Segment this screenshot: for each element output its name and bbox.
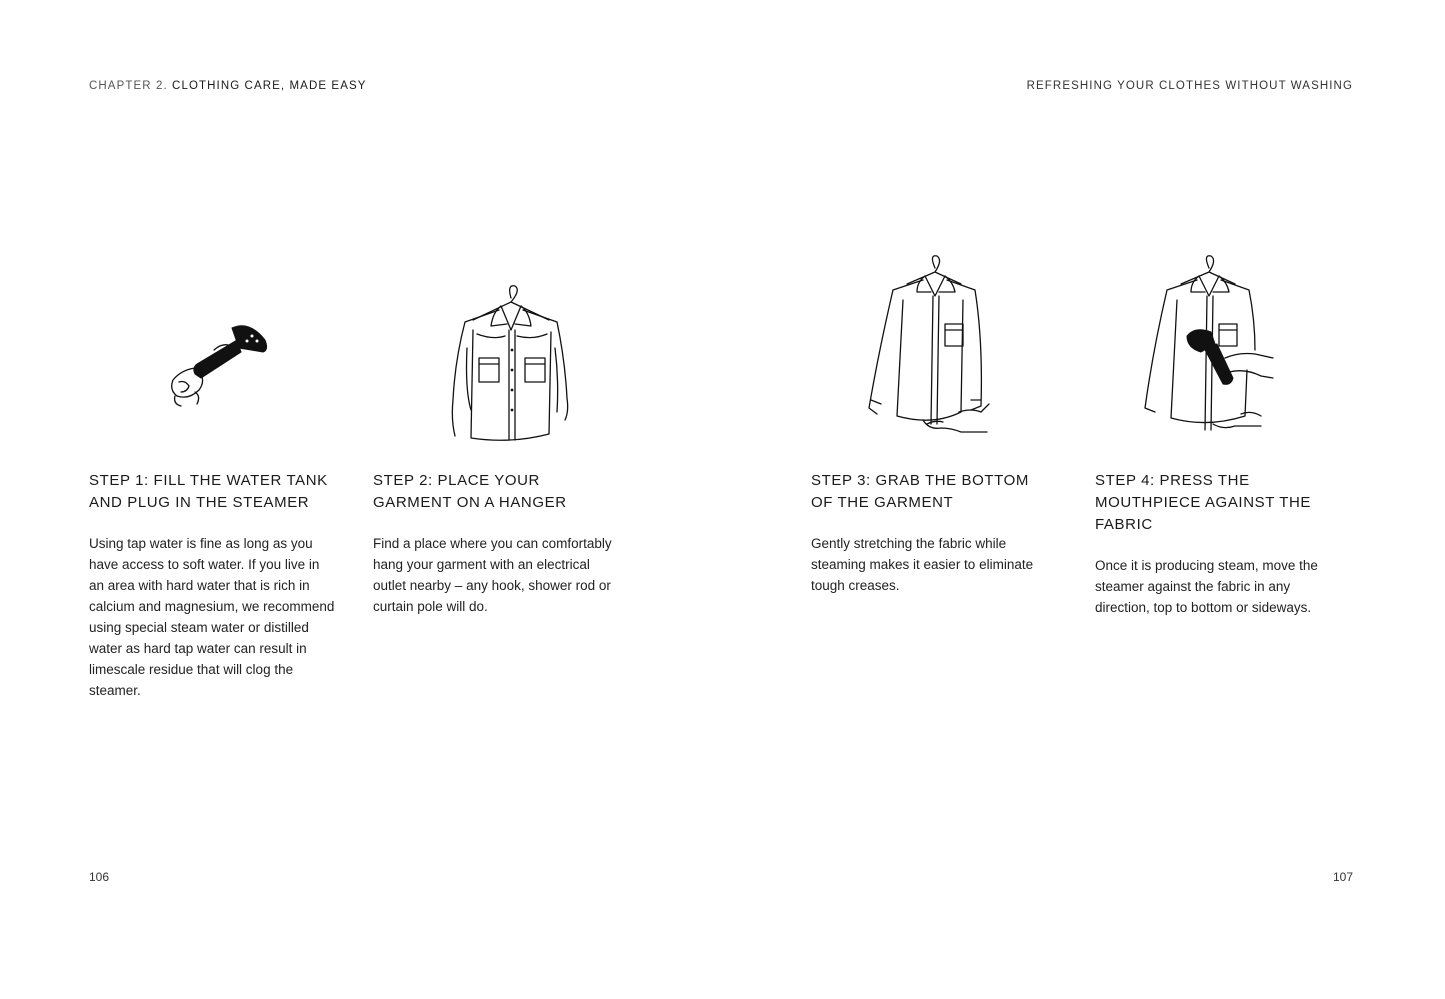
step-body: Find a place where you can comfortably hang your garment with an electrical outlet nearby – any hook, shower rod or curtain pole will do.: [373, 536, 612, 614]
step-heading: STEP 4: PRESS THE MOUTHPIECE AGAINST THE FABRIC: [1095, 472, 1312, 533]
shirt-on-hanger-icon: [373, 240, 623, 455]
chapter-title: CLOTHING CARE, MADE EASY: [172, 80, 367, 92]
step-body: Gently stretching the fabric while steaming makes it easier to eliminate tough creases.: [811, 536, 1034, 593]
step-2: [373, 240, 623, 617]
step-heading: STEP 2: PLACE YOUR GARMENT ON A HANGER: [373, 472, 567, 511]
step-heading: STEP 3: GRAB THE BOTTOM OF THE GARMENT: [811, 472, 1030, 511]
steaming-shirt-icon: [1095, 240, 1345, 455]
handheld-steamer-icon: [89, 240, 339, 455]
page-number-right: 107: [1332, 870, 1353, 884]
step-4: [1095, 240, 1345, 618]
shirt-held-at-bottom-icon: [811, 240, 1061, 455]
running-head-right: REFRESHING YOUR CLOTHES WITHOUT WASHING: [1026, 80, 1353, 92]
running-head-left: [89, 80, 367, 92]
step-1: [89, 240, 339, 701]
page-number-left: 106: [89, 870, 110, 884]
step-body: Using tap water is fine as long as you have access to soft water. If you live in an area with hard water that is rich in calcium and magnesium, we recommend using special steam water or distilled water as hard tap water can result in limescale residue that will clog the steamer.: [89, 536, 335, 698]
step-body: Once it is producing steam, move the steamer against the fabric in any direction, top to bottom or sideways.: [1095, 558, 1318, 615]
step-heading: STEP 1: FILL THE WATER TANK AND PLUG IN THE STEAMER: [89, 472, 328, 511]
chapter-number: CHAPTER 2.: [89, 80, 168, 92]
step-3: [811, 240, 1061, 596]
